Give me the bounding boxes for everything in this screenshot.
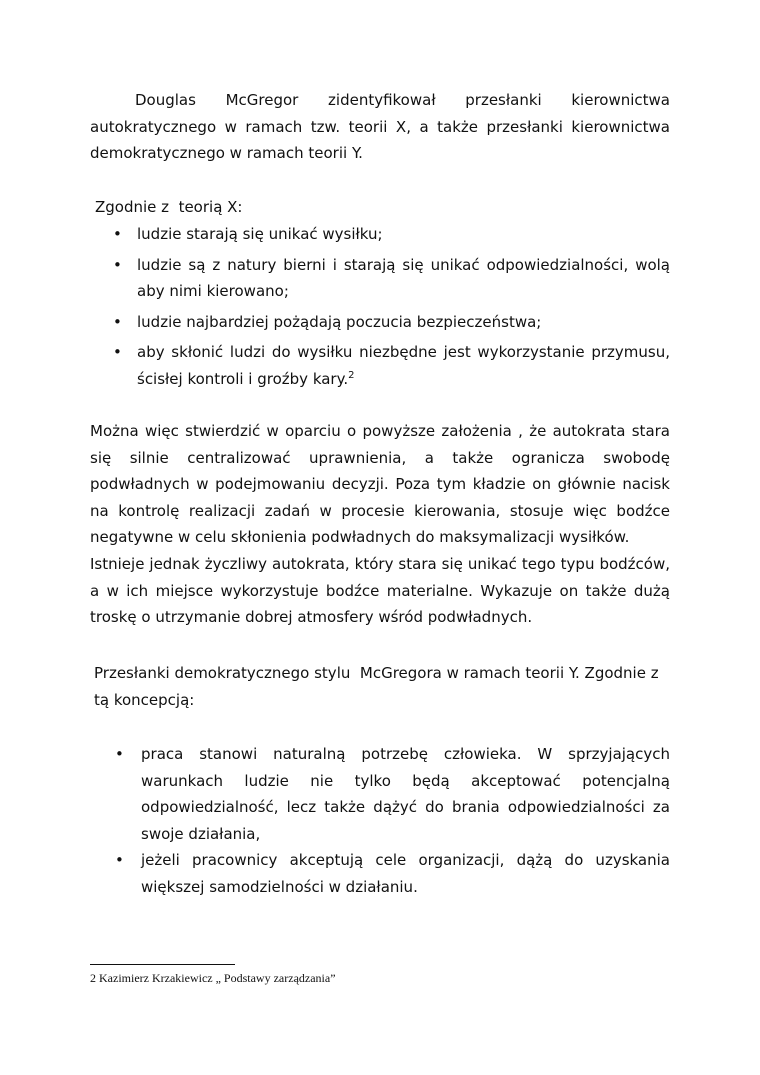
footnote-separator bbox=[90, 964, 235, 965]
list-item bbox=[90, 252, 670, 305]
theory-x-list bbox=[90, 221, 670, 396]
list-item bbox=[90, 741, 670, 847]
intro-paragraph: Douglas McGregor zidentyfikował przesłanki kierownictwa autokratycznego w ramach tzw. teorii X, a także przesłanki kierownictwa demokratycznego w ramach teorii Y. bbox=[90, 91, 670, 162]
bullet-icon: • bbox=[113, 255, 122, 274]
footnote: 2 Kazimierz Krzakiewicz „ Podstawy zarządzania” bbox=[90, 971, 336, 985]
list-item-text: ludzie starają się unikać wysiłku; bbox=[137, 225, 383, 243]
list-item bbox=[90, 309, 670, 336]
theory-y-list bbox=[90, 741, 670, 900]
list-item-text: jeżeli pracownicy akceptują cele organizacji, dążą do uzyskania większej samodzielności w działaniu. bbox=[141, 851, 670, 896]
bullet-icon: • bbox=[113, 225, 122, 243]
bullet-icon: • bbox=[115, 851, 124, 869]
list-item-text: ludzie są z natury bierni i starają się unikać odpowiedzialności, wolą aby nimi kierowano; bbox=[137, 255, 670, 300]
list-item-text: praca stanowi naturalną potrzebę człowieka. W sprzyjających warunkach ludzie nie tylko będą akceptować potencjalną odpowiedzialność, lecz także dążyć do brania odpowiedzialności za swoje działania, bbox=[141, 745, 670, 843]
list-item bbox=[90, 847, 670, 900]
bullet-icon: • bbox=[115, 745, 124, 763]
bullet-icon: • bbox=[113, 343, 122, 361]
list-item-text: aby skłonić ludzi do wysiłku niezbędne jest wykorzystanie przymusu, ścisłej kontroli i groźby kary. bbox=[137, 343, 670, 388]
benevolent-autocrat-paragraph: Istnieje jednak życzliwy autokrata, który stara się unikać tego typu bodźców, a w ich miejsce wykorzystuje bodźce materialne. Wykazuje on także dużą troskę o utrzymanie dobrej atmosfery wśród podwładnych. bbox=[90, 555, 670, 626]
bullet-icon: • bbox=[113, 312, 122, 331]
theory-x-heading: Zgodnie z teorią X: bbox=[95, 198, 243, 216]
list-item bbox=[90, 339, 670, 392]
footnote-ref[interactable]: 2 bbox=[348, 369, 355, 381]
theory-y-heading: Przesłanki demokratycznego stylu McGregora w ramach teorii Y. Zgodnie z tą koncepcją: bbox=[94, 664, 664, 709]
autocrat-paragraph: Można więc stwierdzić w oparciu o powyższe założenia , że autokrata stara się silnie centralizować uprawnienia, a także ogranicza swobodę podwładnych w podejmowaniu decyzji. Poza tym kładzie on głównie nacisk na kontrolę realizacji zadań w procesie kierowania, stosuje więc bodźce negatywne w celu skłonienia podwładnych do maksymalizacji wysiłków. bbox=[90, 422, 670, 546]
list-item-text: ludzie najbardziej pożądają poczucia bezpieczeństwa; bbox=[137, 312, 542, 331]
list-item bbox=[90, 221, 670, 248]
